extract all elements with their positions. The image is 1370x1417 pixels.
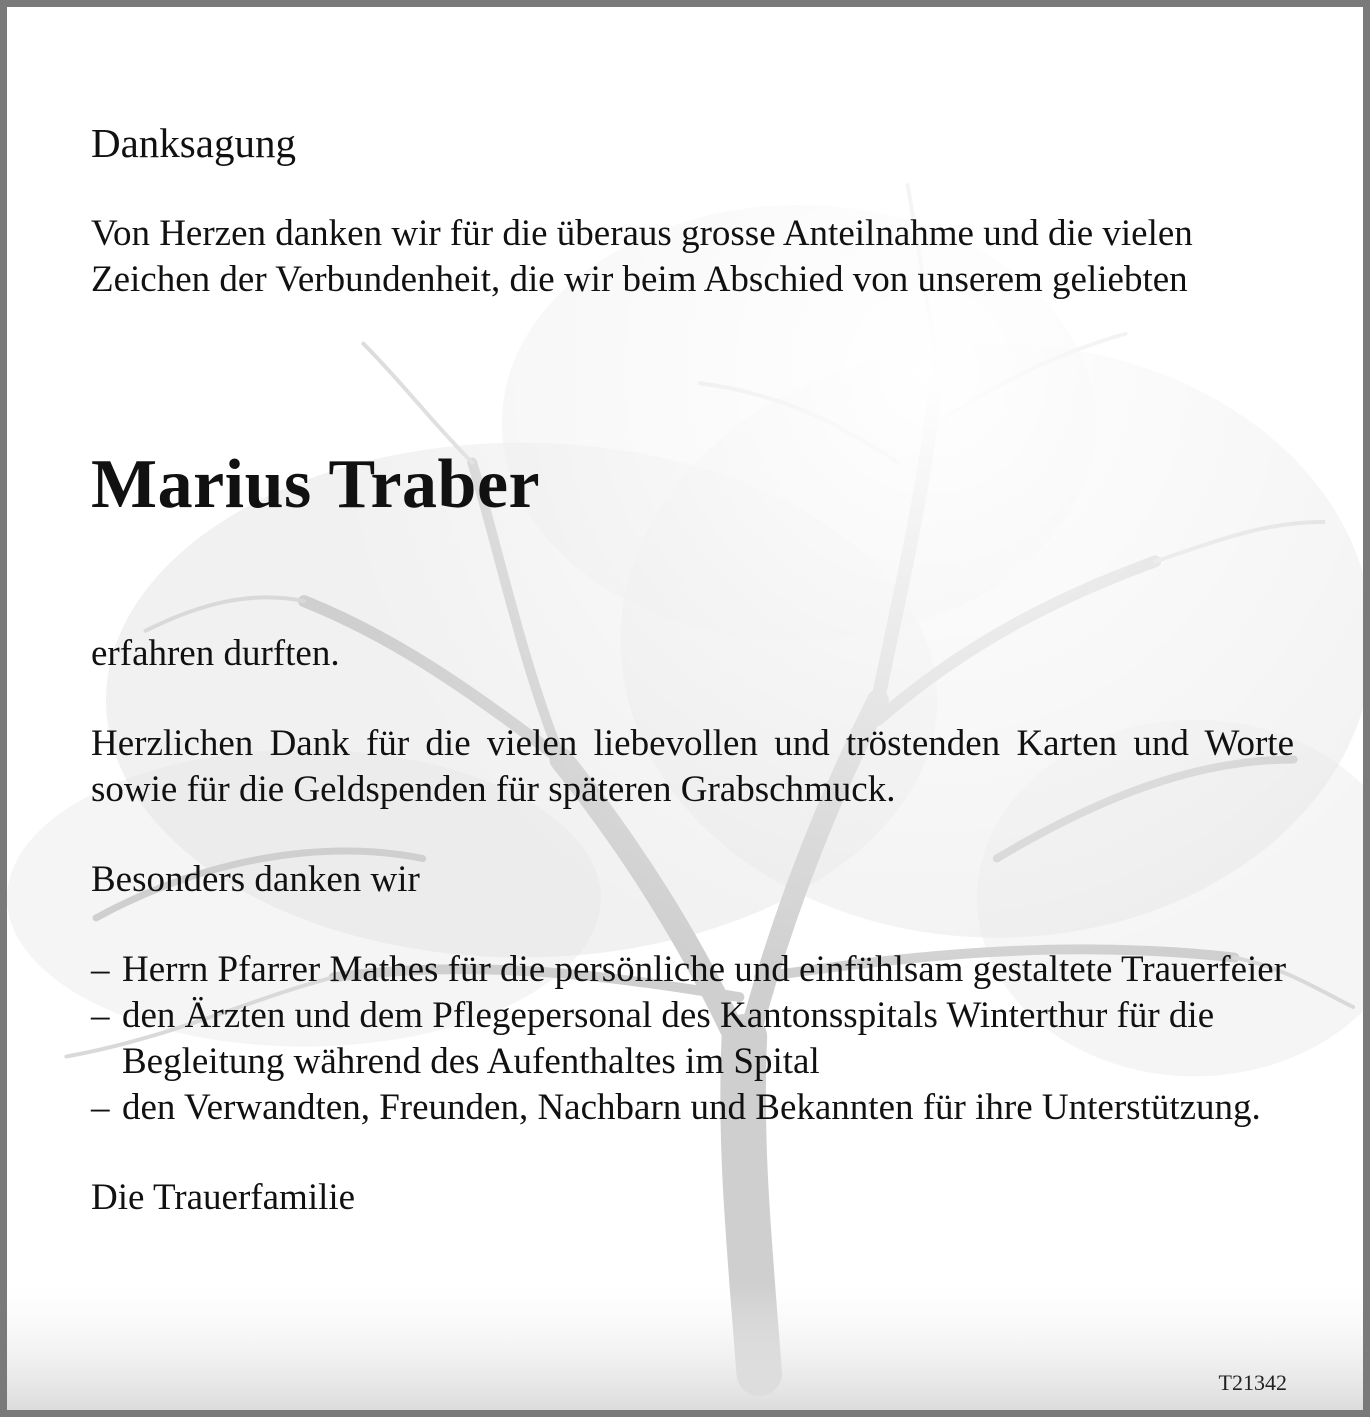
list-item-text: Herrn Pfarrer Mathes für die persönliche und einfühlsam gestaltete Trauerfeier bbox=[122, 949, 1287, 990]
list-item bbox=[91, 993, 1294, 1085]
list-item-text: den Verwandten, Freunden, Nachbarn und Bekannten für ihre Unterstützung. bbox=[122, 1087, 1261, 1128]
special-thanks-intro: Besonders danken wir bbox=[91, 859, 420, 900]
deceased-name: Marius Traber bbox=[91, 446, 541, 523]
list-item bbox=[91, 1085, 1294, 1131]
list-dash: – bbox=[91, 995, 110, 1036]
thanks-paragraph: Herzlichen Dank für die vielen liebevollen und tröstenden Karten und Worte sowie für die Geldspenden für späteren Grabschmuck. bbox=[91, 723, 1294, 810]
list-dash: – bbox=[91, 1087, 110, 1128]
signature: Die Trauerfamilie bbox=[91, 1177, 356, 1218]
after-name-text: erfahren durften. bbox=[91, 633, 340, 674]
intro-paragraph: Von Herzen danken wir für die überaus grosse Anteilnahme und die vielen Zeichen der Verbundenheit, die wir beim Abschied von unserem geliebten bbox=[91, 213, 1193, 300]
list-item-text: den Ärzten und dem Pflegepersonal des Kantonsspitals Winterthur für die Begleitung während des Aufenthaltes im Spital bbox=[122, 995, 1215, 1082]
notice-body bbox=[91, 115, 1294, 1221]
list-dash: – bbox=[91, 949, 110, 990]
special-thanks-list bbox=[91, 947, 1294, 1131]
notice-heading: Danksagung bbox=[91, 120, 296, 166]
reference-code: T21342 bbox=[1218, 1370, 1287, 1395]
list-item bbox=[91, 947, 1294, 993]
